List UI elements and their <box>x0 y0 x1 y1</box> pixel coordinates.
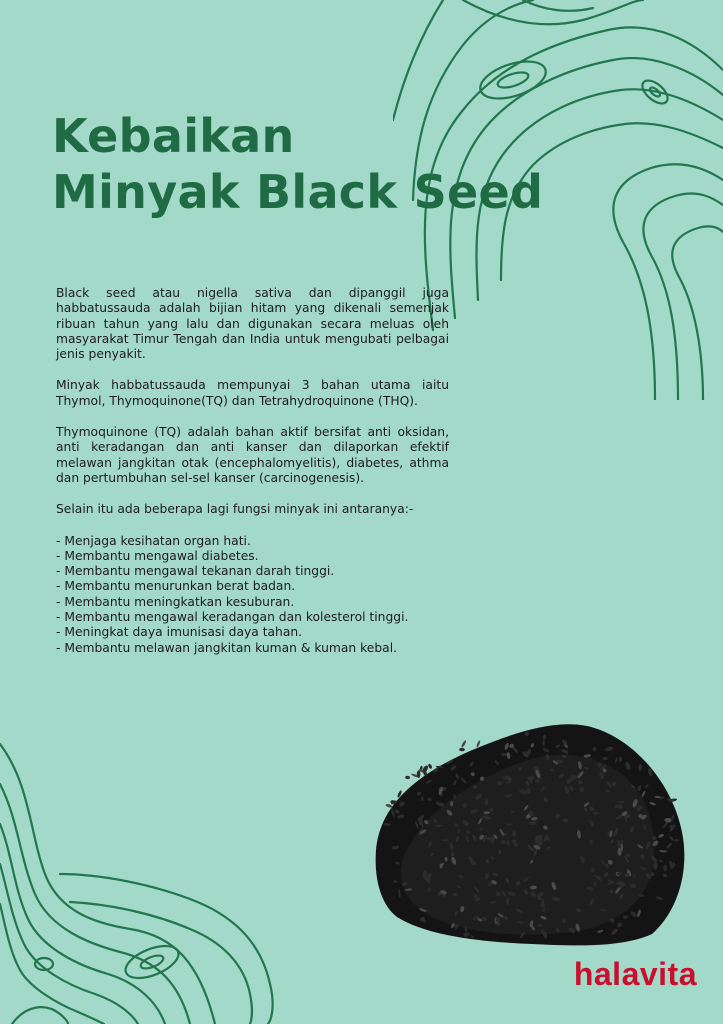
list-item: - Membantu mengawal tekanan darah tinggi. <box>56 564 335 579</box>
list-item: - Membantu meningkatkan kesuburan. <box>56 594 295 609</box>
article-body <box>56 286 449 656</box>
page-title <box>52 108 543 220</box>
list-item: - Membantu mengawal keradangan dan kolesterol tinggi. <box>56 610 409 625</box>
benefits-list <box>56 534 449 656</box>
list-item: - Membantu menurunkan berat badan. <box>56 579 296 594</box>
list-item: - Membantu melawan jangkitan kuman & kuman kebal. <box>56 640 398 655</box>
title-line-2: Minyak Black Seed <box>52 165 544 219</box>
paragraph-ingredients: Minyak habbatussauda mempunyai 3 bahan utama iaitu Thymol, Thymoquinone(TQ) dan Tetrahydroquinone (THQ). <box>56 378 449 408</box>
contour-lines-bottom-left <box>0 724 290 1024</box>
list-item: - Meningkat daya imunisasi daya tahan. <box>56 625 303 640</box>
title-line-1: Kebaikan <box>52 109 295 163</box>
paragraph-functions-intro: Selain itu ada beberapa lagi fungsi minyak ini antaranya:- <box>56 502 414 517</box>
paragraph-thymoquinone: Thymoquinone (TQ) adalah bahan aktif bersifat anti oksidan, anti keradangan dan anti kanser dan dilaporkan efektif melawan jangkitan otak (encephalomyelitis), diabetes, athma dan pertumbuhan sel-sel kanser (carcinogenesis). <box>56 425 449 485</box>
brand-logo: halavita <box>573 956 697 992</box>
paragraph-intro: Black seed atau nigella sativa dan dipanggil juga habbatussauda adalah bijian hitam yang dikenali semenjak ribuan tahun yang lalu dan digunakan secara meluas oleh masyarakat Timur Tengah dan India untuk mengubati pelbagai jenis penyakit. <box>56 286 449 362</box>
black-seed-pile-image <box>372 712 692 950</box>
list-item: - Membantu mengawal diabetes. <box>56 548 259 563</box>
list-item: - Menjaga kesihatan organ hati. <box>56 533 251 548</box>
